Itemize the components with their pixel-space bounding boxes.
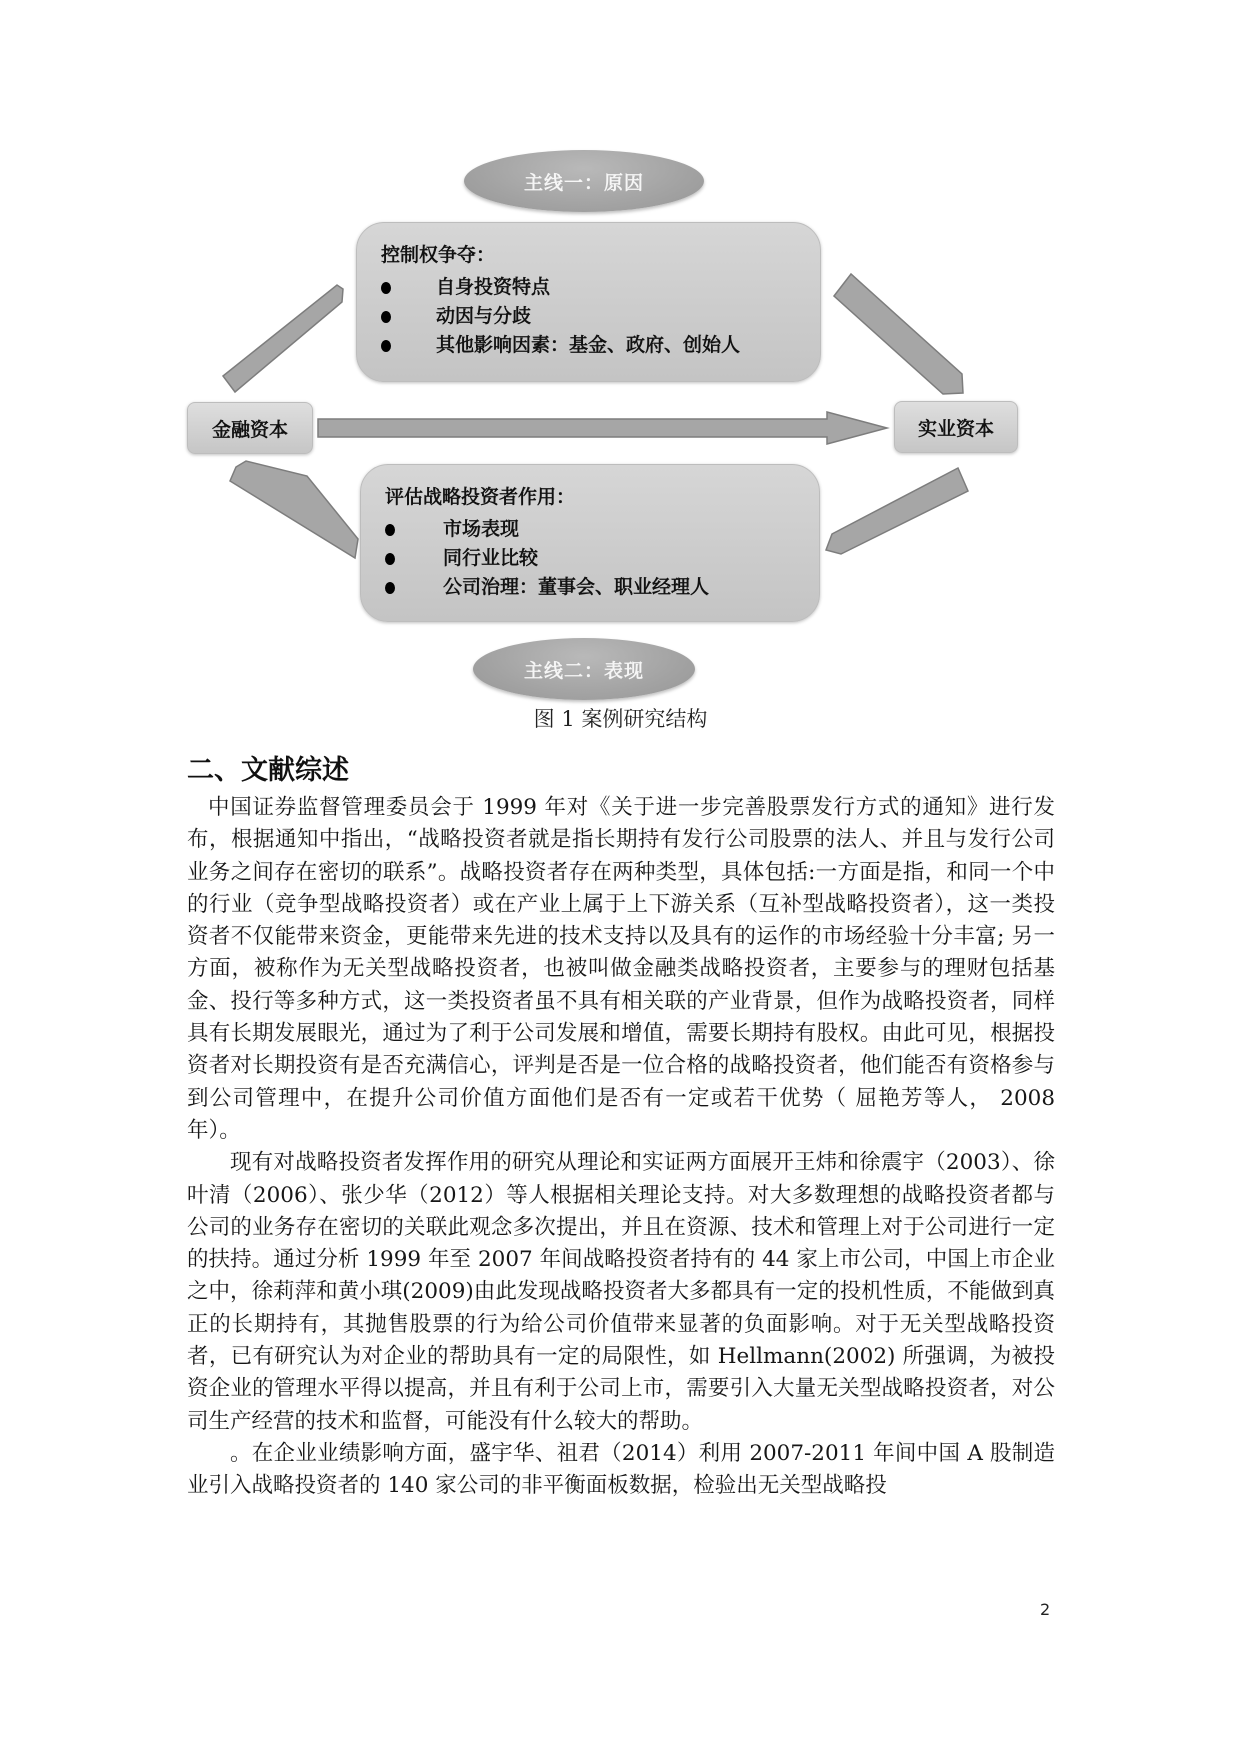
evaluation-list	[385, 515, 709, 602]
arrow-lower-right	[826, 468, 968, 554]
bullet-icon	[381, 311, 391, 323]
arrow-upper-right	[834, 274, 963, 394]
list-item-text: 自身投资特点	[436, 276, 551, 298]
financial-capital-node: 金融资本	[187, 402, 313, 454]
bullet-icon	[385, 553, 395, 565]
paragraph: 现有对战略投资者发挥作用的研究从理论和实证两方面展开王炜和徐震宇（2003）、徐叶清（2006）、张少华（2012）等人根据相关理论支持。对大多数理想的战略投资者都与公司的业务存在密切的关联此观念多次提出，并且在资源、技术和管理上对于公司进行一定的扶持。通过分析 1999 年至 2007 年间战略投资者持有的 44 家上市公司，中国上市企业之中，徐莉萍和黄小琪(2009)由此发现战略投资者大多都具有一定的投机性质，不能做到真正的长期持有，其抛售股票的行为给公司价值带来显著的负面影响。对于无关型战略投资者，已有研究认为对企业的帮助具有一定的局限性，如 Hellmann(2002) 所强调，为被投资企业的管理水平得以提高，并且有利于公司上市，需要引入大量无关型战略投资者，对公司生产经营的技术和监督，可能没有什么较大的帮助。	[187, 1150, 1055, 1434]
paragraph: 中国证券监督管理委员会于 1999 年对《关于进一步完善股票发行方式的通知》进行发布，根据通知中指出，“战略投资者就是指长期持有发行公司股票的法人、并且与发行公司业务之间存在密切的联系”。战略投资者存在两种类型，具体包括:一方面是指，和同一个中的行业（竞争型战略投资者）或在产业上属于上下游关系（互补型战略投资者），这一类投资者不仅能带来资金，更能带来先进的技术支持以及具有的运作的市场经验十分丰富; 另一方面，被称作为无关型战略投资者，也被叫做金融类战略投资者，主要参与的理财包括基金、投行等多种方式，这一类投资者虽不具有相关联的产业背景，但作为战略投资者，同样具有长期发展眼光，通过为了利于公司发展和增值，需要长期持有股权。由此可见，根据投资者对长期投资有是否充满信心，评判是否是一位合格的战略投资者，他们能否有资格参与到公司管理中，在提升公司价值方面他们是否有一定或若干优势（ 屈艳芳等人， 2008 年）。	[187, 795, 1055, 1143]
list-item	[381, 331, 740, 360]
list-item	[385, 573, 709, 602]
list-item-text: 动因与分歧	[436, 305, 532, 327]
list-item	[385, 515, 709, 544]
bullet-icon	[385, 524, 395, 536]
mainline-two-ellipse: 主线二：表现	[473, 638, 695, 700]
arrow-lower-left	[230, 461, 358, 558]
industrial-capital-node: 实业资本	[894, 401, 1018, 453]
bullet-icon	[381, 340, 391, 352]
paragraph: 。在企业业绩影响方面，盛宇华、祖君（2014）利用 2007-2011 年间中国 A 股制造业引入战略投资者的 140 家公司的非平衡面板数据，检验出无关型战略投	[187, 1440, 1055, 1499]
list-item-text: 同行业比较	[443, 547, 539, 569]
section-title: 二、文献综述	[187, 755, 349, 786]
bullet-icon	[385, 582, 395, 594]
control-right-list	[381, 273, 740, 360]
section-body	[187, 792, 1055, 1503]
control-right-box	[356, 222, 821, 382]
list-item	[385, 544, 709, 573]
arrow-upper-left	[223, 285, 343, 392]
page-number: 2	[1040, 1600, 1051, 1619]
arrow-horizontal	[318, 412, 887, 444]
bullet-icon	[381, 282, 391, 294]
list-item-text: 其他影响因素：基金、政府、创始人	[436, 334, 741, 356]
case-study-structure-figure	[0, 0, 1241, 731]
control-right-heading: 控制权争夺：	[381, 244, 496, 266]
list-item-text: 市场表现	[443, 518, 520, 540]
evaluation-heading: 评估战略投资者作用：	[385, 486, 576, 508]
mainline-one-ellipse: 主线一：原因	[464, 150, 704, 212]
list-item-text: 公司治理：董事会、职业经理人	[443, 576, 710, 598]
figure-caption: 图 1 案例研究结构	[533, 707, 708, 731]
list-item	[381, 302, 740, 331]
list-item	[381, 273, 740, 302]
evaluation-box	[360, 464, 820, 622]
